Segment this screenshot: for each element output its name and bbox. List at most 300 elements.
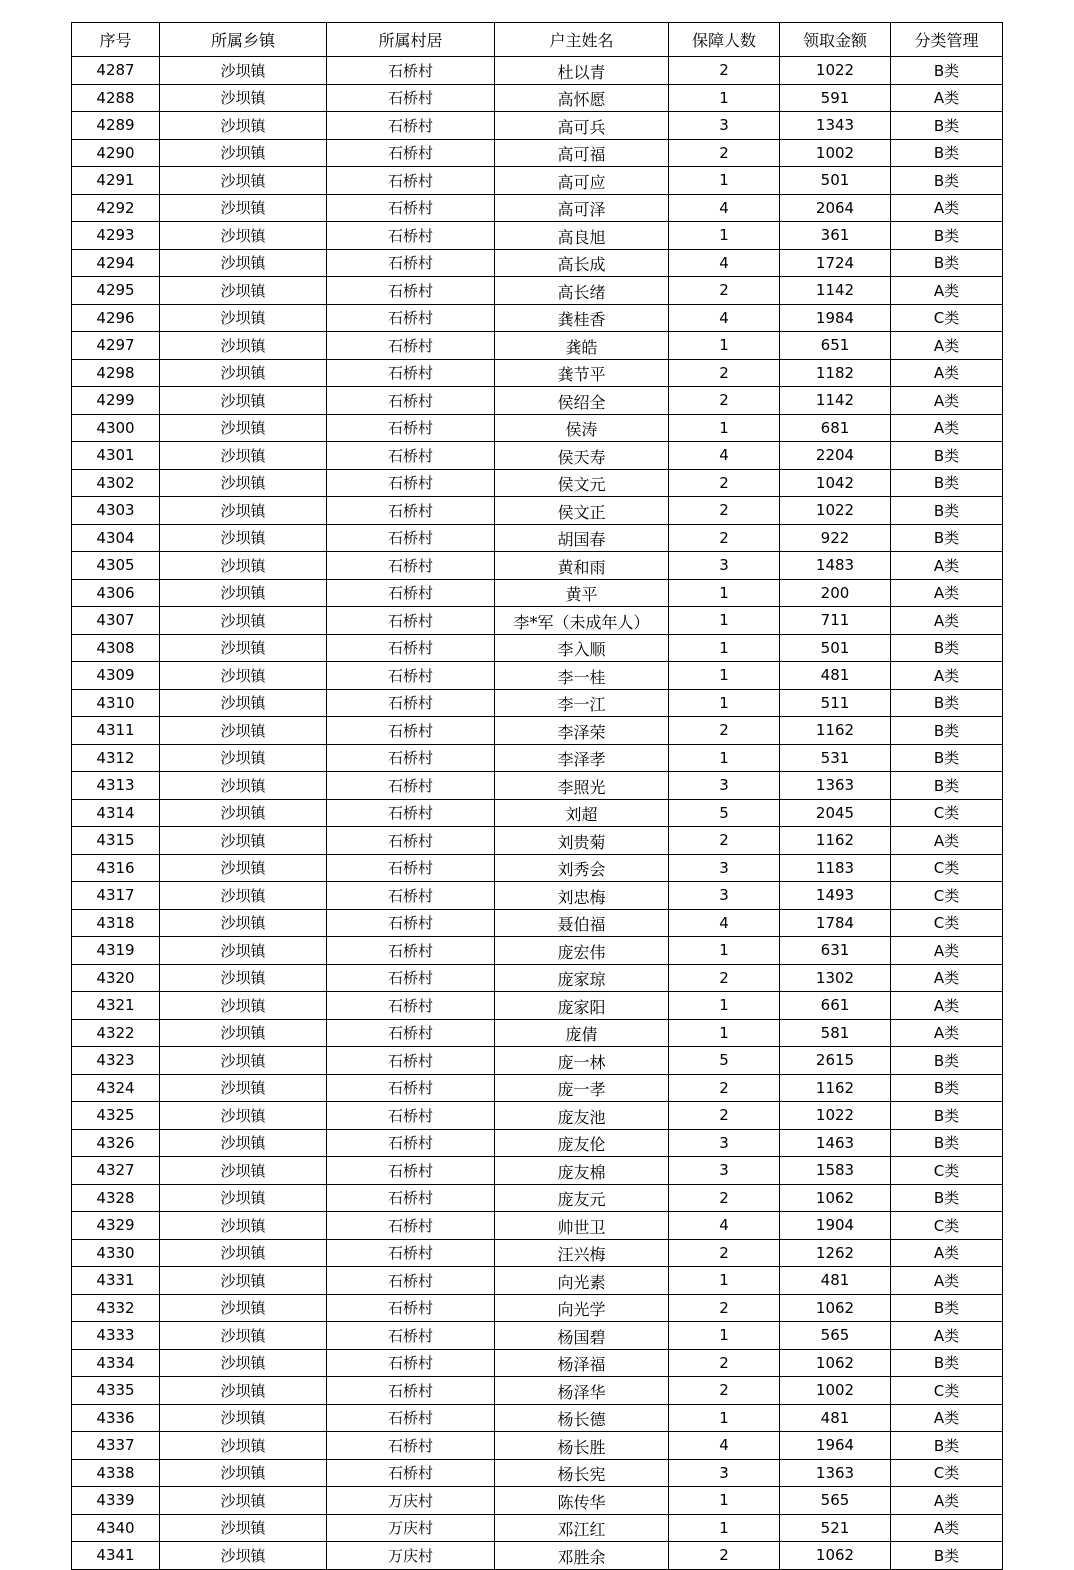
cell-category: A类 xyxy=(891,662,1003,690)
cell-township: 沙坝镇 xyxy=(160,1459,327,1487)
cell-householder-name: 杨泽华 xyxy=(495,1377,669,1405)
cell-township: 沙坝镇 xyxy=(160,552,327,580)
cell-category: C类 xyxy=(891,1377,1003,1405)
cell-amount-received: 1904 xyxy=(780,1212,891,1240)
cell-serial-number: 4308 xyxy=(72,634,160,662)
cell-amount-received: 1142 xyxy=(780,387,891,415)
cell-village: 石桥村 xyxy=(327,772,495,800)
cell-category: B类 xyxy=(891,1102,1003,1130)
cell-amount-received: 1363 xyxy=(780,772,891,800)
cell-township: 沙坝镇 xyxy=(160,607,327,635)
table-row xyxy=(72,112,1003,140)
cell-covered-persons: 4 xyxy=(669,909,780,937)
cell-householder-name: 高可应 xyxy=(495,167,669,195)
cell-serial-number: 4289 xyxy=(72,112,160,140)
cell-township: 沙坝镇 xyxy=(160,84,327,112)
cell-serial-number: 4328 xyxy=(72,1184,160,1212)
cell-township: 沙坝镇 xyxy=(160,1349,327,1377)
cell-serial-number: 4313 xyxy=(72,772,160,800)
cell-village: 石桥村 xyxy=(327,1184,495,1212)
cell-serial-number: 4294 xyxy=(72,249,160,277)
cell-village: 石桥村 xyxy=(327,84,495,112)
cell-householder-name: 向光学 xyxy=(495,1294,669,1322)
cell-serial-number: 4324 xyxy=(72,1074,160,1102)
cell-serial-number: 4317 xyxy=(72,882,160,910)
cell-township: 沙坝镇 xyxy=(160,442,327,470)
cell-category: A类 xyxy=(891,937,1003,965)
cell-covered-persons: 2 xyxy=(669,1377,780,1405)
cell-amount-received: 481 xyxy=(780,662,891,690)
cell-village: 石桥村 xyxy=(327,607,495,635)
cell-covered-persons: 1 xyxy=(669,1267,780,1295)
cell-category: A类 xyxy=(891,414,1003,442)
cell-householder-name: 庞宏伟 xyxy=(495,937,669,965)
cell-village: 石桥村 xyxy=(327,1212,495,1240)
table-row xyxy=(72,1267,1003,1295)
roster-table-wrapper xyxy=(71,22,1003,1570)
cell-covered-persons: 1 xyxy=(669,607,780,635)
cell-serial-number: 4288 xyxy=(72,84,160,112)
cell-village: 石桥村 xyxy=(327,332,495,360)
cell-amount-received: 531 xyxy=(780,744,891,772)
cell-covered-persons: 2 xyxy=(669,1349,780,1377)
cell-village: 石桥村 xyxy=(327,1047,495,1075)
cell-householder-name: 邓胜余 xyxy=(495,1542,669,1570)
cell-serial-number: 4295 xyxy=(72,277,160,305)
cell-covered-persons: 1 xyxy=(669,1322,780,1350)
cell-category: A类 xyxy=(891,1267,1003,1295)
cell-township: 沙坝镇 xyxy=(160,387,327,415)
cell-amount-received: 1262 xyxy=(780,1239,891,1267)
table-row xyxy=(72,1322,1003,1350)
cell-householder-name: 李入顺 xyxy=(495,634,669,662)
cell-householder-name: 庞一孝 xyxy=(495,1074,669,1102)
cell-covered-persons: 1 xyxy=(669,662,780,690)
cell-householder-name: 侯涛 xyxy=(495,414,669,442)
cell-township: 沙坝镇 xyxy=(160,332,327,360)
cell-covered-persons: 2 xyxy=(669,524,780,552)
cell-covered-persons: 3 xyxy=(669,1129,780,1157)
cell-amount-received: 1493 xyxy=(780,882,891,910)
cell-category: A类 xyxy=(891,84,1003,112)
cell-village: 石桥村 xyxy=(327,1294,495,1322)
table-row xyxy=(72,1157,1003,1185)
cell-covered-persons: 2 xyxy=(669,1102,780,1130)
cell-township: 沙坝镇 xyxy=(160,469,327,497)
cell-householder-name: 龚节平 xyxy=(495,359,669,387)
cell-householder-name: 高长成 xyxy=(495,249,669,277)
cell-village: 石桥村 xyxy=(327,304,495,332)
cell-township: 沙坝镇 xyxy=(160,854,327,882)
cell-village: 石桥村 xyxy=(327,937,495,965)
cell-category: B类 xyxy=(891,249,1003,277)
cell-householder-name: 侯文正 xyxy=(495,497,669,525)
table-row xyxy=(72,579,1003,607)
table-row xyxy=(72,1349,1003,1377)
cell-serial-number: 4305 xyxy=(72,552,160,580)
table-row xyxy=(72,469,1003,497)
cell-serial-number: 4340 xyxy=(72,1514,160,1542)
cell-householder-name: 李泽荣 xyxy=(495,717,669,745)
cell-covered-persons: 1 xyxy=(669,744,780,772)
cell-amount-received: 1964 xyxy=(780,1432,891,1460)
cell-village: 石桥村 xyxy=(327,1267,495,1295)
cell-serial-number: 4321 xyxy=(72,992,160,1020)
table-row xyxy=(72,744,1003,772)
table-row xyxy=(72,442,1003,470)
cell-village: 石桥村 xyxy=(327,1074,495,1102)
cell-category: A类 xyxy=(891,387,1003,415)
cell-covered-persons: 1 xyxy=(669,579,780,607)
cell-township: 沙坝镇 xyxy=(160,524,327,552)
cell-category: B类 xyxy=(891,1184,1003,1212)
cell-covered-persons: 1 xyxy=(669,937,780,965)
cell-village: 石桥村 xyxy=(327,827,495,855)
cell-covered-persons: 5 xyxy=(669,1047,780,1075)
cell-amount-received: 1183 xyxy=(780,854,891,882)
cell-covered-persons: 2 xyxy=(669,469,780,497)
table-row xyxy=(72,277,1003,305)
cell-covered-persons: 2 xyxy=(669,387,780,415)
cell-township: 沙坝镇 xyxy=(160,359,327,387)
cell-amount-received: 1022 xyxy=(780,497,891,525)
cell-category: C类 xyxy=(891,854,1003,882)
cell-village: 石桥村 xyxy=(327,1459,495,1487)
cell-covered-persons: 1 xyxy=(669,222,780,250)
cell-householder-name: 庞倩 xyxy=(495,1019,669,1047)
cell-serial-number: 4326 xyxy=(72,1129,160,1157)
cell-category: A类 xyxy=(891,579,1003,607)
table-row xyxy=(72,1184,1003,1212)
table-row xyxy=(72,497,1003,525)
table-row xyxy=(72,662,1003,690)
cell-householder-name: 李*军（未成年人） xyxy=(495,607,669,635)
cell-covered-persons: 2 xyxy=(669,1239,780,1267)
cell-category: C类 xyxy=(891,1157,1003,1185)
table-row xyxy=(72,222,1003,250)
cell-householder-name: 龚桂香 xyxy=(495,304,669,332)
cell-village: 石桥村 xyxy=(327,799,495,827)
cell-amount-received: 1463 xyxy=(780,1129,891,1157)
cell-township: 沙坝镇 xyxy=(160,772,327,800)
cell-covered-persons: 3 xyxy=(669,112,780,140)
cell-serial-number: 4296 xyxy=(72,304,160,332)
cell-serial-number: 4329 xyxy=(72,1212,160,1240)
cell-serial-number: 4319 xyxy=(72,937,160,965)
cell-category: C类 xyxy=(891,1459,1003,1487)
cell-township: 沙坝镇 xyxy=(160,1514,327,1542)
cell-householder-name: 庞友元 xyxy=(495,1184,669,1212)
cell-serial-number: 4325 xyxy=(72,1102,160,1130)
cell-covered-persons: 1 xyxy=(669,1019,780,1047)
table-row xyxy=(72,1514,1003,1542)
cell-covered-persons: 2 xyxy=(669,1542,780,1570)
cell-serial-number: 4302 xyxy=(72,469,160,497)
cell-township: 沙坝镇 xyxy=(160,717,327,745)
cell-serial-number: 4292 xyxy=(72,194,160,222)
cell-amount-received: 1062 xyxy=(780,1294,891,1322)
cell-serial-number: 4309 xyxy=(72,662,160,690)
cell-village: 石桥村 xyxy=(327,249,495,277)
cell-category: B类 xyxy=(891,442,1003,470)
cell-householder-name: 庞友棉 xyxy=(495,1157,669,1185)
cell-village: 石桥村 xyxy=(327,744,495,772)
cell-covered-persons: 1 xyxy=(669,1487,780,1515)
cell-township: 沙坝镇 xyxy=(160,662,327,690)
table-row xyxy=(72,1102,1003,1130)
cell-village: 石桥村 xyxy=(327,112,495,140)
cell-category: B类 xyxy=(891,222,1003,250)
cell-category: B类 xyxy=(891,744,1003,772)
cell-covered-persons: 4 xyxy=(669,304,780,332)
cell-serial-number: 4316 xyxy=(72,854,160,882)
cell-covered-persons: 3 xyxy=(669,552,780,580)
cell-serial-number: 4341 xyxy=(72,1542,160,1570)
table-row xyxy=(72,964,1003,992)
cell-serial-number: 4298 xyxy=(72,359,160,387)
cell-village: 石桥村 xyxy=(327,689,495,717)
cell-covered-persons: 2 xyxy=(669,277,780,305)
cell-amount-received: 481 xyxy=(780,1267,891,1295)
cell-householder-name: 庞家琼 xyxy=(495,964,669,992)
table-row xyxy=(72,139,1003,167)
cell-amount-received: 1062 xyxy=(780,1542,891,1570)
cell-category: A类 xyxy=(891,1514,1003,1542)
cell-township: 沙坝镇 xyxy=(160,1047,327,1075)
table-header xyxy=(72,23,1003,57)
cell-village: 石桥村 xyxy=(327,277,495,305)
cell-householder-name: 邓江红 xyxy=(495,1514,669,1542)
cell-householder-name: 庞一林 xyxy=(495,1047,669,1075)
cell-covered-persons: 1 xyxy=(669,992,780,1020)
cell-covered-persons: 2 xyxy=(669,827,780,855)
cell-category: C类 xyxy=(891,1212,1003,1240)
header-township: 所属乡镇 xyxy=(160,23,327,57)
cell-township: 沙坝镇 xyxy=(160,194,327,222)
cell-village: 石桥村 xyxy=(327,469,495,497)
cell-township: 沙坝镇 xyxy=(160,139,327,167)
cell-amount-received: 1062 xyxy=(780,1349,891,1377)
table-row xyxy=(72,194,1003,222)
table-row xyxy=(72,414,1003,442)
cell-category: B类 xyxy=(891,1047,1003,1075)
cell-township: 沙坝镇 xyxy=(160,744,327,772)
cell-category: B类 xyxy=(891,167,1003,195)
cell-village: 石桥村 xyxy=(327,1129,495,1157)
header-covered-persons: 保障人数 xyxy=(669,23,780,57)
cell-category: A类 xyxy=(891,359,1003,387)
cell-village: 石桥村 xyxy=(327,992,495,1020)
cell-township: 沙坝镇 xyxy=(160,1129,327,1157)
cell-covered-persons: 1 xyxy=(669,167,780,195)
cell-householder-name: 庞家阳 xyxy=(495,992,669,1020)
cell-amount-received: 1363 xyxy=(780,1459,891,1487)
cell-category: A类 xyxy=(891,552,1003,580)
cell-amount-received: 661 xyxy=(780,992,891,1020)
cell-householder-name: 刘贵菊 xyxy=(495,827,669,855)
cell-amount-received: 1162 xyxy=(780,827,891,855)
cell-category: C类 xyxy=(891,882,1003,910)
cell-serial-number: 4335 xyxy=(72,1377,160,1405)
cell-category: A类 xyxy=(891,194,1003,222)
cell-householder-name: 黄平 xyxy=(495,579,669,607)
cell-village: 石桥村 xyxy=(327,1102,495,1130)
cell-covered-persons: 4 xyxy=(669,1432,780,1460)
cell-village: 石桥村 xyxy=(327,1322,495,1350)
cell-amount-received: 565 xyxy=(780,1322,891,1350)
cell-category: C类 xyxy=(891,304,1003,332)
cell-householder-name: 陈传华 xyxy=(495,1487,669,1515)
cell-amount-received: 521 xyxy=(780,1514,891,1542)
cell-village: 石桥村 xyxy=(327,387,495,415)
cell-amount-received: 200 xyxy=(780,579,891,607)
cell-township: 沙坝镇 xyxy=(160,1212,327,1240)
cell-village: 万庆村 xyxy=(327,1487,495,1515)
cell-amount-received: 1002 xyxy=(780,1377,891,1405)
cell-amount-received: 681 xyxy=(780,414,891,442)
cell-householder-name: 高可福 xyxy=(495,139,669,167)
table-row xyxy=(72,524,1003,552)
cell-village: 石桥村 xyxy=(327,139,495,167)
cell-township: 沙坝镇 xyxy=(160,1322,327,1350)
cell-covered-persons: 4 xyxy=(669,249,780,277)
cell-covered-persons: 3 xyxy=(669,882,780,910)
table-row xyxy=(72,689,1003,717)
cell-village: 石桥村 xyxy=(327,579,495,607)
cell-township: 沙坝镇 xyxy=(160,937,327,965)
cell-covered-persons: 4 xyxy=(669,194,780,222)
cell-township: 沙坝镇 xyxy=(160,497,327,525)
cell-township: 沙坝镇 xyxy=(160,964,327,992)
cell-village: 万庆村 xyxy=(327,1514,495,1542)
cell-township: 沙坝镇 xyxy=(160,1157,327,1185)
cell-amount-received: 1062 xyxy=(780,1184,891,1212)
cell-village: 石桥村 xyxy=(327,1404,495,1432)
table-row xyxy=(72,1487,1003,1515)
cell-householder-name: 李照光 xyxy=(495,772,669,800)
cell-township: 沙坝镇 xyxy=(160,1294,327,1322)
cell-village: 石桥村 xyxy=(327,524,495,552)
cell-serial-number: 4297 xyxy=(72,332,160,360)
cell-serial-number: 4290 xyxy=(72,139,160,167)
table-row xyxy=(72,634,1003,662)
cell-householder-name: 刘忠梅 xyxy=(495,882,669,910)
cell-covered-persons: 2 xyxy=(669,57,780,85)
table-row xyxy=(72,772,1003,800)
cell-serial-number: 4299 xyxy=(72,387,160,415)
cell-township: 沙坝镇 xyxy=(160,1487,327,1515)
cell-serial-number: 4303 xyxy=(72,497,160,525)
cell-category: B类 xyxy=(891,689,1003,717)
cell-amount-received: 651 xyxy=(780,332,891,360)
cell-village: 石桥村 xyxy=(327,414,495,442)
cell-township: 沙坝镇 xyxy=(160,882,327,910)
table-row xyxy=(72,1239,1003,1267)
cell-householder-name: 刘超 xyxy=(495,799,669,827)
cell-township: 沙坝镇 xyxy=(160,634,327,662)
cell-category: A类 xyxy=(891,332,1003,360)
cell-category: B类 xyxy=(891,1129,1003,1157)
cell-amount-received: 631 xyxy=(780,937,891,965)
cell-category: B类 xyxy=(891,1542,1003,1570)
cell-covered-persons: 2 xyxy=(669,359,780,387)
cell-township: 沙坝镇 xyxy=(160,167,327,195)
cell-village: 石桥村 xyxy=(327,497,495,525)
cell-householder-name: 李泽孝 xyxy=(495,744,669,772)
cell-householder-name: 高可兵 xyxy=(495,112,669,140)
cell-township: 沙坝镇 xyxy=(160,827,327,855)
cell-amount-received: 1784 xyxy=(780,909,891,937)
cell-amount-received: 581 xyxy=(780,1019,891,1047)
cell-serial-number: 4311 xyxy=(72,717,160,745)
cell-category: C类 xyxy=(891,909,1003,937)
table-row xyxy=(72,1404,1003,1432)
cell-amount-received: 2204 xyxy=(780,442,891,470)
cell-amount-received: 501 xyxy=(780,167,891,195)
cell-householder-name: 黄和雨 xyxy=(495,552,669,580)
cell-covered-persons: 1 xyxy=(669,634,780,662)
table-row xyxy=(72,937,1003,965)
cell-village: 石桥村 xyxy=(327,194,495,222)
cell-category: B类 xyxy=(891,57,1003,85)
cell-township: 沙坝镇 xyxy=(160,689,327,717)
cell-serial-number: 4330 xyxy=(72,1239,160,1267)
cell-category: C类 xyxy=(891,799,1003,827)
cell-householder-name: 向光素 xyxy=(495,1267,669,1295)
cell-village: 石桥村 xyxy=(327,222,495,250)
cell-amount-received: 565 xyxy=(780,1487,891,1515)
cell-covered-persons: 1 xyxy=(669,332,780,360)
cell-village: 石桥村 xyxy=(327,1019,495,1047)
cell-township: 沙坝镇 xyxy=(160,579,327,607)
cell-amount-received: 361 xyxy=(780,222,891,250)
cell-category: B类 xyxy=(891,497,1003,525)
cell-householder-name: 龚皓 xyxy=(495,332,669,360)
table-row xyxy=(72,332,1003,360)
cell-village: 石桥村 xyxy=(327,662,495,690)
cell-serial-number: 4304 xyxy=(72,524,160,552)
roster-table xyxy=(71,22,1003,1570)
cell-covered-persons: 3 xyxy=(669,1459,780,1487)
cell-village: 石桥村 xyxy=(327,854,495,882)
table-row xyxy=(72,387,1003,415)
cell-householder-name: 杨国碧 xyxy=(495,1322,669,1350)
cell-category: A类 xyxy=(891,1322,1003,1350)
cell-category: A类 xyxy=(891,964,1003,992)
cell-village: 石桥村 xyxy=(327,634,495,662)
cell-amount-received: 1483 xyxy=(780,552,891,580)
cell-amount-received: 1002 xyxy=(780,139,891,167)
cell-serial-number: 4337 xyxy=(72,1432,160,1460)
cell-serial-number: 4301 xyxy=(72,442,160,470)
cell-category: B类 xyxy=(891,1349,1003,1377)
cell-amount-received: 591 xyxy=(780,84,891,112)
cell-category: B类 xyxy=(891,139,1003,167)
cell-covered-persons: 2 xyxy=(669,964,780,992)
cell-serial-number: 4323 xyxy=(72,1047,160,1075)
cell-township: 沙坝镇 xyxy=(160,909,327,937)
cell-householder-name: 侯天寿 xyxy=(495,442,669,470)
cell-village: 石桥村 xyxy=(327,1157,495,1185)
cell-village: 石桥村 xyxy=(327,1239,495,1267)
cell-township: 沙坝镇 xyxy=(160,414,327,442)
cell-village: 石桥村 xyxy=(327,359,495,387)
cell-township: 沙坝镇 xyxy=(160,304,327,332)
cell-amount-received: 1022 xyxy=(780,57,891,85)
cell-township: 沙坝镇 xyxy=(160,1267,327,1295)
cell-amount-received: 1343 xyxy=(780,112,891,140)
cell-amount-received: 2045 xyxy=(780,799,891,827)
